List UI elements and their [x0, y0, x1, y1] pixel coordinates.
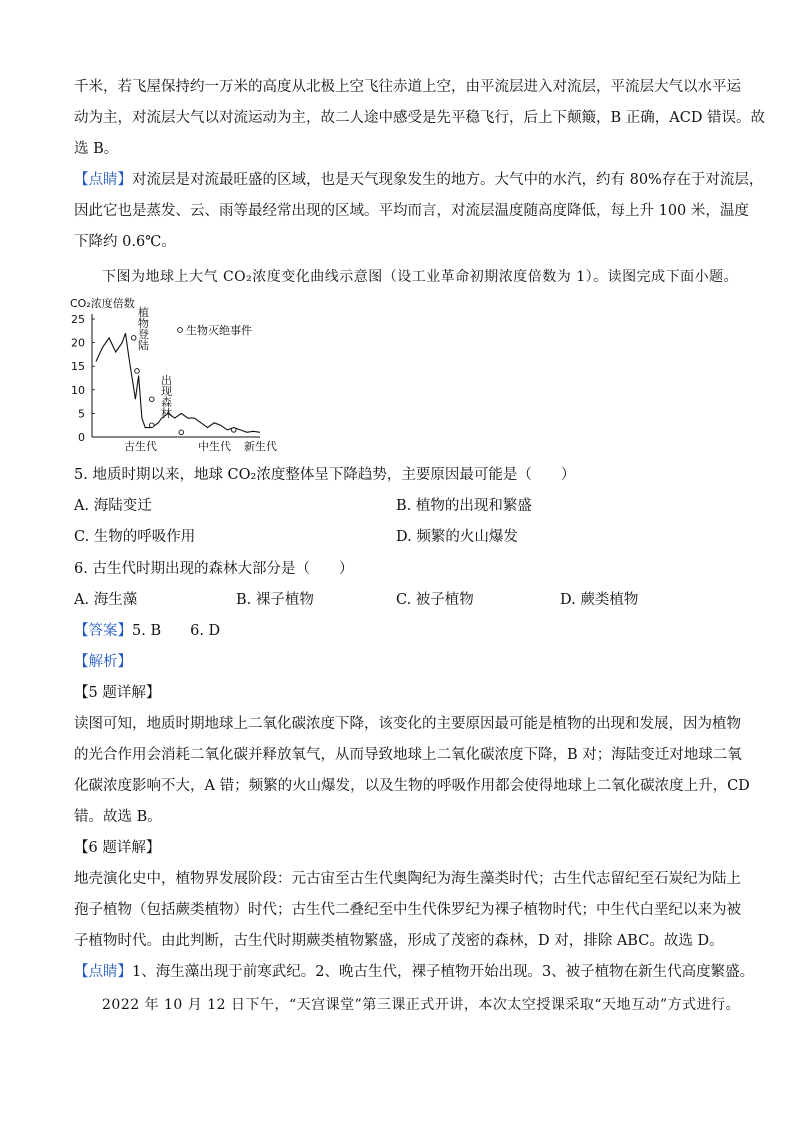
closing-line: 2022 年 10 月 12 日下午，“天宫课堂”第三课正式开讲，本次太空授课采取“天地互动”方式进行。 — [102, 997, 741, 1013]
figure-caption: 下图为地球上大气 CO₂浓度变化曲线示意图（设工业革命初期浓度倍数为 1）。读图完成下面小题。 — [102, 269, 739, 285]
annotation-forest-appears: 出现森林 — [161, 374, 172, 420]
q6-detail-line-3: 子植物时代。由此判断，古生代时期蕨类植物繁盛，形成了茂密的森林，D 对，排除 ABC。故选 D。 — [74, 933, 724, 949]
y-tick-label: 15 — [71, 360, 85, 374]
extinction-event-marker — [179, 430, 184, 435]
q6-detail-line-2: 孢子植物（包括蕨类植物）时代；古生代二叠纪至中生代侏罗纪为裸子植物时代；中生代白垩纪以来为被 — [74, 902, 741, 918]
co2-curve — [96, 333, 260, 432]
q5-option-d: D. 频繁的火山爆发 — [396, 529, 518, 545]
answer-tag: 【答案】 — [74, 623, 132, 639]
answer-text: 5. B 6. D — [132, 623, 221, 639]
era-label-mesozoic: 中生代 — [198, 440, 231, 453]
y-tick-label: 0 — [78, 431, 85, 444]
q6-option-c: C. 被子植物 — [396, 592, 474, 608]
intro-line-1: 千米，若飞屋保持约一万米的高度从北极上空飞往赤道上空，由平流层进入对流层，平流层大气以水平运 — [74, 79, 741, 95]
analysis-tag: 【解析】 — [74, 654, 132, 670]
tip2-line — [74, 957, 755, 988]
q6-option-d: D. 蕨类植物 — [560, 592, 639, 608]
q6-detail-line-1: 地壳演化史中，植物界发展阶段：元古宙至古生代奥陶纪为海生藻类时代；古生代志留纪至石炭纪为陆上 — [74, 871, 741, 887]
legend-marker-icon — [178, 328, 183, 333]
q6-option-b: B. 裸子植物 — [236, 592, 314, 608]
q6-detail-tag: 【6 题详解】 — [74, 840, 161, 856]
annotation-plants-land: 植物登陆 — [138, 306, 149, 352]
extinction-event-marker — [135, 369, 140, 374]
y-tick-label: 10 — [71, 383, 85, 397]
q5-option-a: A. 海陆变迁 — [74, 498, 152, 514]
extinction-event-marker — [149, 397, 154, 402]
tip1-line-2: 因此它也是蒸发、云、雨等最经常出现的区域。平均而言，对流层温度随高度降低，每上升 100 米，温度 — [74, 203, 749, 219]
tip1-text-1: 对流层是对流最旺盛的区域，也是天气现象发生的地方。大气中的水汽，约有 80%存在于对流层， — [132, 172, 764, 188]
era-label-paleozoic: 古生代 — [124, 440, 157, 453]
co2-chart — [60, 294, 300, 454]
y-tick-label: 25 — [71, 313, 85, 326]
tip2-tag: 【点睛】 — [74, 964, 132, 980]
q6-option-a: A. 海生藻 — [74, 592, 138, 608]
tip1-tag: 【点睛】 — [74, 172, 132, 188]
answer-line — [74, 616, 724, 647]
y-tick-label: 5 — [78, 407, 85, 421]
y-ticks — [71, 313, 95, 444]
q5-stem: 5. 地质时期以来，地球 CO₂浓度整体呈下降趋势，主要原因最可能是（ ） — [74, 467, 576, 483]
y-axis-label: CO₂浓度倍数 — [70, 297, 135, 310]
q5-detail-tag: 【5 题详解】 — [74, 685, 161, 701]
q5-option-c: C. 生物的呼吸作用 — [74, 529, 196, 545]
q5-detail-line-3: 化碳浓度影响不大，A 错；频繁的火山爆发，以及生物的呼吸作用都会使得地球上二氧化碳浓度上升，CD — [74, 778, 750, 794]
extinction-event-marker — [231, 428, 236, 433]
era-label-cenozoic: 新生代 — [244, 440, 277, 453]
tip2-text: 1、海生藻出现于前寒武纪。2、晚古生代，裸子植物开始出现。3、被子植物在新生代高度繁盛。 — [132, 964, 755, 980]
q5-detail-line-1: 读图可知，地质时期地球上二氧化碳浓度下降，该变化的主要原因最可能是植物的出现和发展，因为植物 — [74, 716, 741, 732]
q5-detail-line-2: 的光合作用会消耗二氧化碳并释放氧气，从而导致地球上二氧化碳浓度下降，B 对；海陆变迁对地球二氧 — [74, 747, 742, 763]
intro-line-3: 选 B。 — [74, 141, 119, 157]
q5-option-b: B. 植物的出现和繁盛 — [396, 498, 532, 514]
extinction-event-marker — [131, 336, 136, 341]
intro-line-2: 动为主，对流层大气以对流运动为主，故二人途中感受是先平稳飞行，后上下颠簸，B 正确，ACD 错误。故 — [74, 110, 766, 126]
extinction-event-marker — [149, 423, 154, 428]
q5-detail-line-4: 错。故选 B。 — [74, 809, 162, 825]
legend-label: 生物灭绝事件 — [186, 324, 252, 337]
tip1-line-3: 下降约 0.6℃。 — [74, 234, 176, 250]
q6-stem: 6. 古生代时期出现的森林大部分是（ ） — [74, 561, 354, 577]
y-tick-label: 20 — [71, 336, 85, 350]
tip1-line-1 — [74, 165, 764, 196]
